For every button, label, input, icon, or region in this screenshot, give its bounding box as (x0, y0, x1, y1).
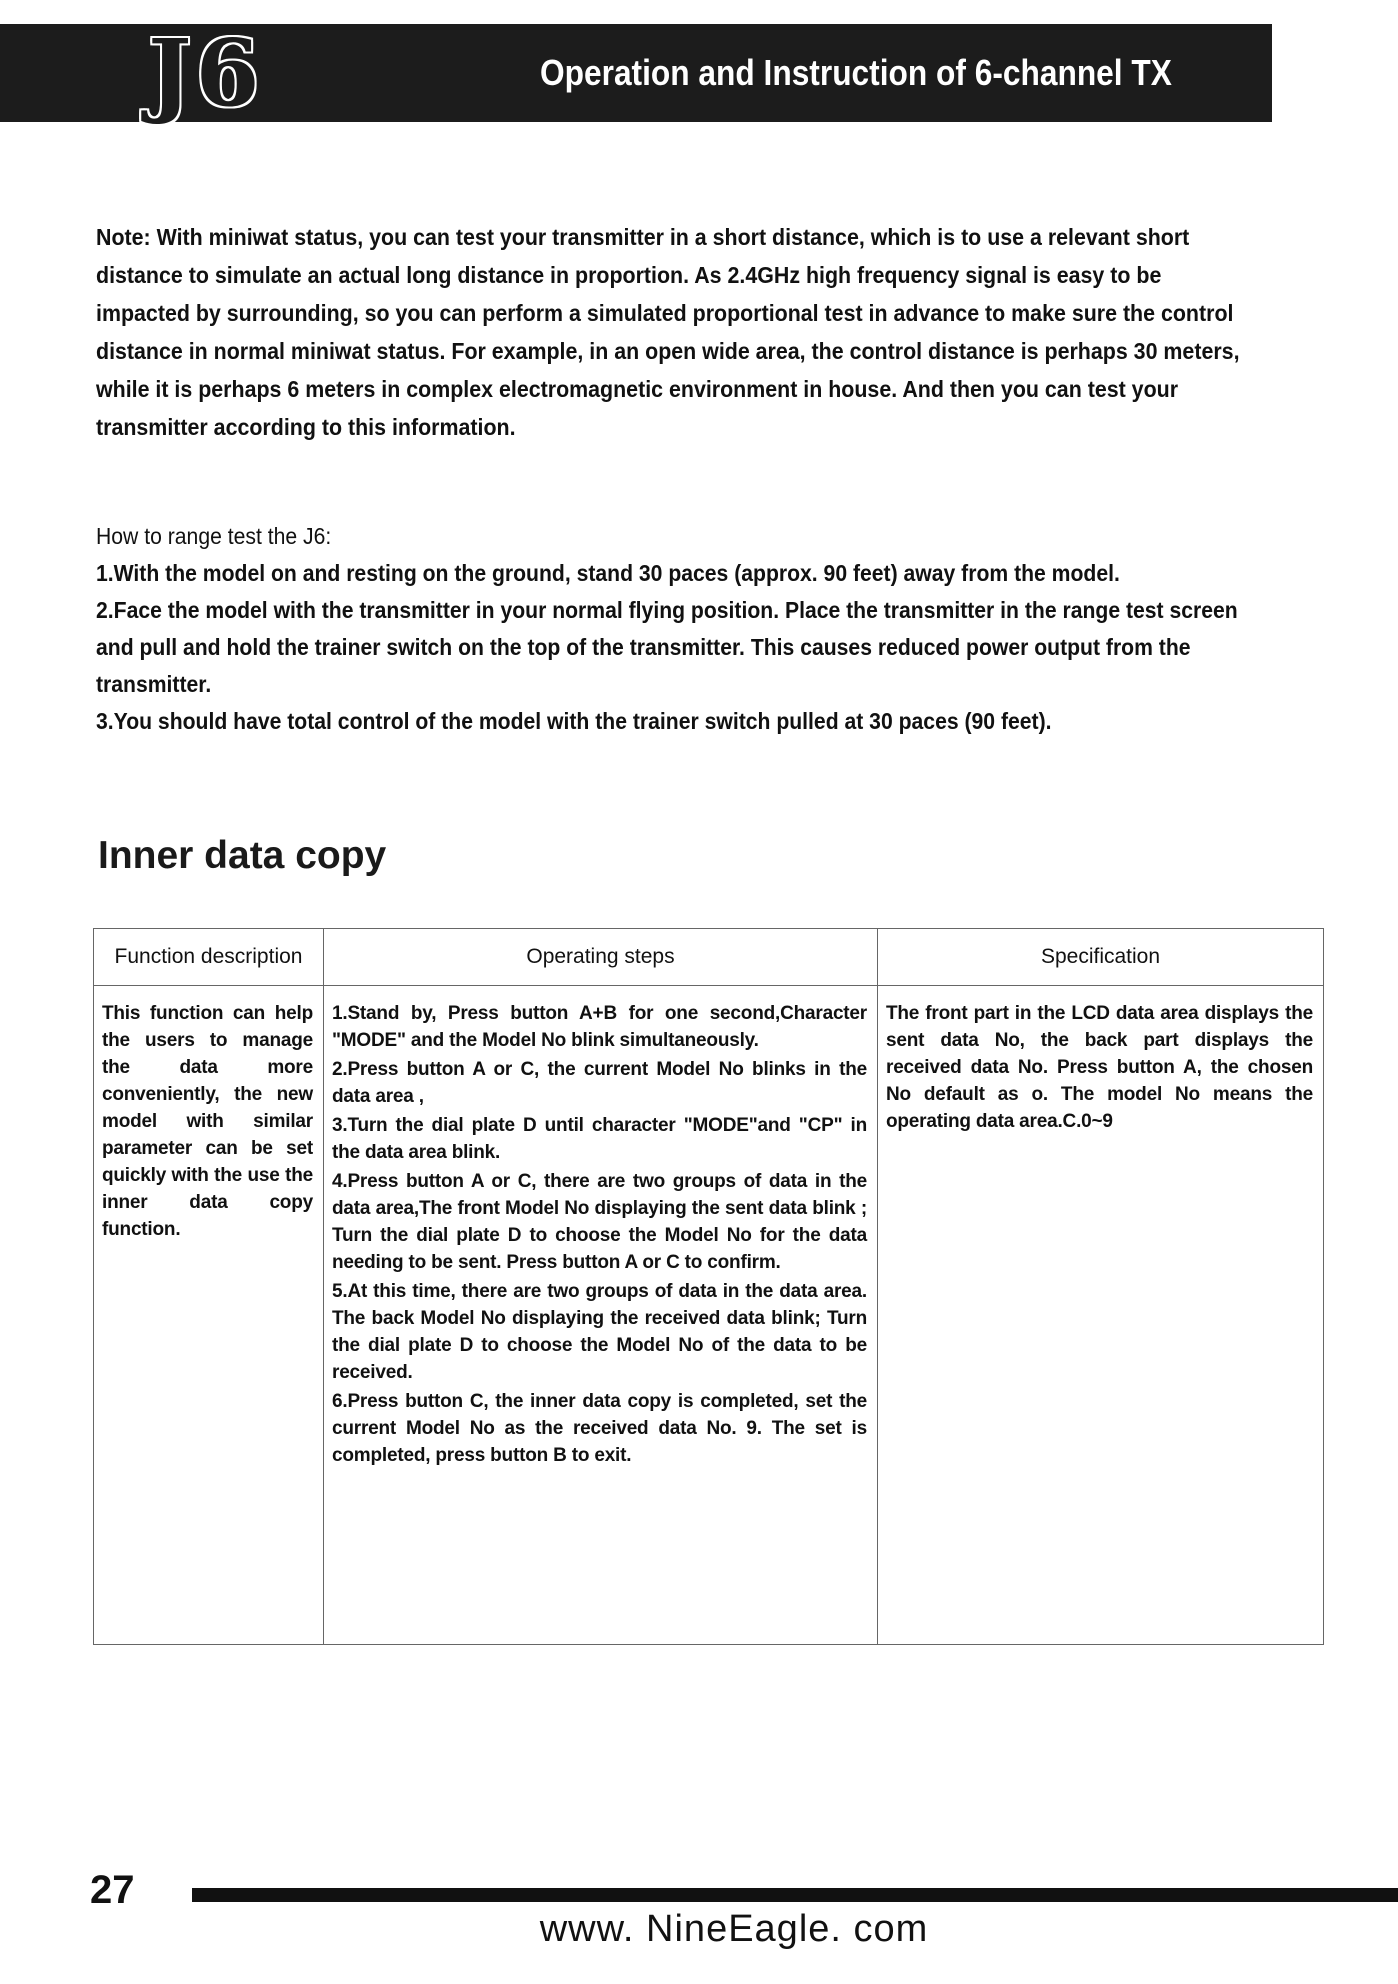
operating-step-2: 2.Press button A or C, the current Model No blinks in the data area , (332, 1059, 867, 1107)
operating-step-5: 5.At this time, there are two groups of data in the data area. The back Model No displaying the received data blink; Turn the dial plate D to choose the Model No of the data to be received. (332, 1281, 867, 1383)
header-title: Operation and Instruction of 6-channel TX (540, 52, 1172, 93)
operating-step-6: 6.Press button C, the inner data copy is completed, set the current Model No as the received data No. 9. The set is completed, press button B to exit. (332, 1391, 867, 1466)
section-title: Inner data copy (98, 834, 387, 877)
operating-steps-list (332, 1000, 867, 1469)
range-test-heading: How to range test the J6: (96, 523, 332, 549)
function-description-cell (94, 986, 324, 1645)
operating-steps-cell (324, 986, 878, 1645)
footer-rule (192, 1888, 1398, 1902)
inner-data-copy-table (93, 928, 1324, 1645)
range-test-step-2: 2.Face the model with the transmitter in your normal flying position. Place the transmitter in the range test screen and pull and hold the trainer switch on the top of the transmitter. This causes reduced power output from the transmitter. (96, 597, 1238, 697)
header-specification: Specification (878, 929, 1324, 986)
page-number: 27 (90, 1868, 135, 1912)
header-function-description: Function description (94, 929, 324, 986)
range-test-section (96, 518, 1255, 740)
specification-text: The front part in the LCD data area displays the sent data No, the back part displays the received data No. Press button A, the chosen No default as o. The model No means the operating data area.C.0~9 (886, 1003, 1313, 1132)
operating-step-3: 3.Turn the dial plate D until character "MODE"and "CP" in the data area blink. (332, 1115, 867, 1163)
website-url: www. NineEagle. com (539, 1908, 929, 1950)
j6-logo: J6 (148, 19, 264, 127)
header-operating-steps: Operating steps (324, 929, 878, 986)
range-test-step-1: 1.With the model on and resting on the ground, stand 30 paces (approx. 90 feet) away from the model. (96, 560, 1120, 586)
operating-step-4: 4.Press button A or C, there are two groups of data in the data area,The front Model No displaying the sent data blink ; Turn the dial plate D to choose the Model No for the data needing to be sent. Press button A or C to confirm. (332, 1171, 867, 1273)
note-paragraph: Note: With miniwat status, you can test your transmitter in a short distance, which is to use a relevant short distance to simulate an actual long distance in proportion. As 2.4GHz high frequency signal is easy to be impacted by surrounding, so you can perform a simulated proportional test in advance to make sure the control distance in normal miniwat status. For example, in an open wide area, the control distance is perhaps 30 meters, while it is perhaps 6 meters in complex electromagnetic environment in house. And then you can test your transmitter according to this information. (96, 224, 1240, 440)
function-description-text: This function can help the users to manage the data more conveniently, the new model with similar parameter can be set quickly with the use the inner data copy function. (102, 1003, 313, 1240)
range-test-step-3: 3.You should have total control of the model with the trainer switch pulled at 30 paces (90 feet). (96, 708, 1052, 734)
operating-step-1: 1.Stand by, Press button A+B for one second,Character "MODE" and the Model No blink simultaneously. (332, 1003, 867, 1051)
table-header-row (94, 929, 1324, 986)
table-row (94, 986, 1324, 1645)
specification-cell (878, 986, 1324, 1645)
header-bar (0, 19, 1272, 127)
